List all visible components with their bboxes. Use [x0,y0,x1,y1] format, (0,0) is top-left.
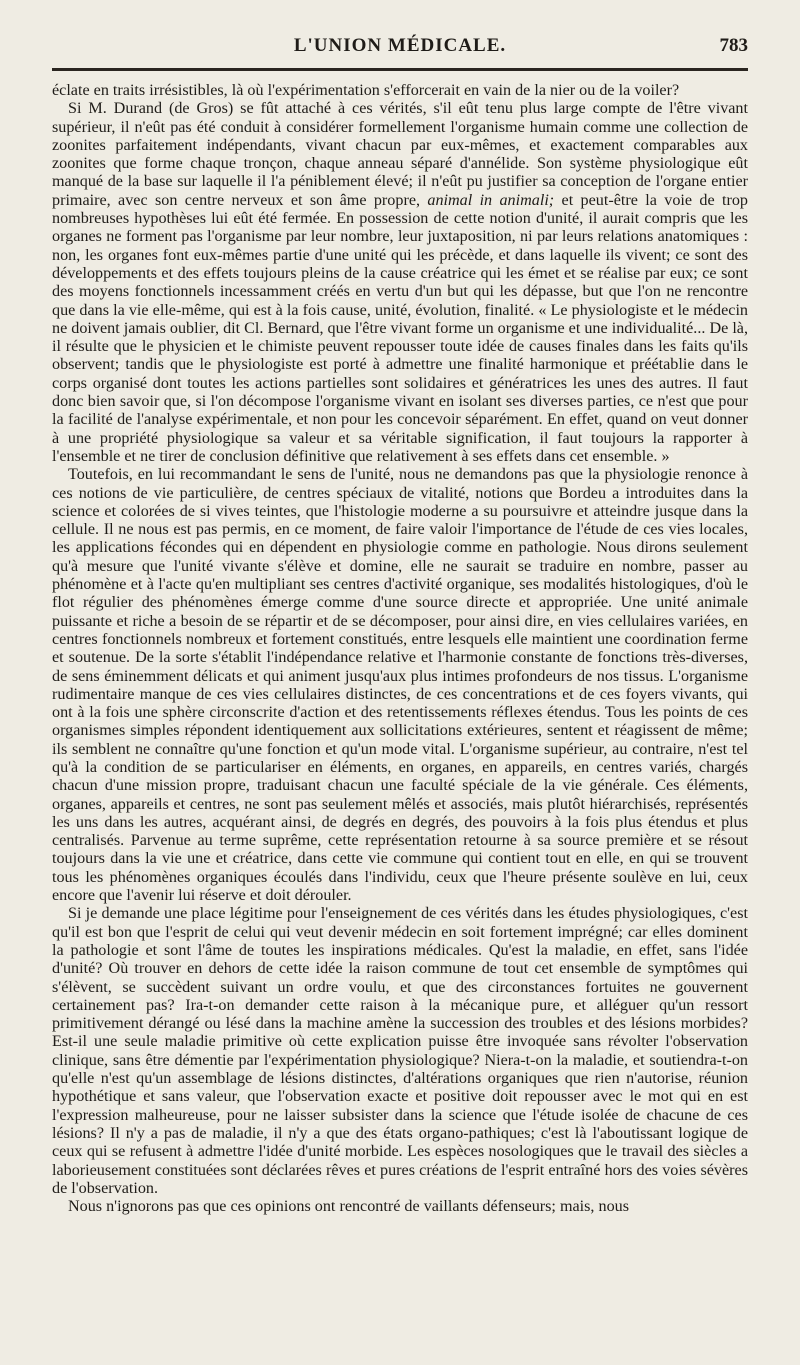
paragraph [52,466,748,905]
paragraph-text: Si je demande une place légitime pour l'enseignement de ces vérités dans les études physiologiques, c'est qu'il est bon que l'esprit de celui qui veut devenir médecin en soit fortement imprégné; car elles dominent la pathologie et sont l'âme de toutes les inspirations médicales. Qu'est la maladie, en effet, sans l'idée d'unité? Où trouver en dehors de cette idée la raison commune de tout cet ensemble de symptômes qui s'élèvent, se succèdent suivant un ordre voulu, et que des circonstances fortuites ne gouvernent certainement pas? Ira-t-on demander cette raison à la mécanique pure, et alléguer qu'un ressort primitivement dérangé ou lésé dans la machine amène la succession des troubles et des lésions morbides? Est-il une seule maladie primitive où cette explication puisse être invoquée sans révolter l'observation clinique, sans être démentie par l'expérimentation physiologique? Niera-t-on la maladie, et soutiendra-t-on qu'elle n'est qu'un assemblage de lésions distinctes, d'altérations organiques que rien n'autorise, réunion hypothétique et sans valeur, que l'observation exacte et positive doit repousser avec le mot qui en est l'expression malheureuse, pour ne laisser subsister dans la science que l'étude isolée de chacune de ces lésions? Il n'y a pas de maladie, il n'y a que des états organo-pathiques; c'est là l'aboutissant logique de ceux qui se refusent à admettre l'idée d'unité morbide. Les espèces nosologiques que le travail des siècles a laborieusement constituées sont déclarées rêves et pures créations de l'esprit entraîné hors des voies sévères de l'observation. [52,905,748,1197]
running-title: L'UNION MÉDICALE. [293,35,507,56]
paragraph-text: Si M. Durand (de Gros) se fût attaché à ces vérités, s'il eût tenu plus large compte de l'être vivant supérieur, il n'eût pas été conduit à considérer formellement l'organisme humain comme une collection de zoonites parfaitement indépendants, vivant chacun par eux-mêmes, et exactement comparables aux zoonites que forme chaque tronçon, chaque anneau séparé d'annélide. Son système physiologique eût manqué de la base sur laquelle il l'a péniblement élevé; il n'eût pu justifier sa conception de l'organe entier primaire, avec son centre nerveux et son âme propre, [52,100,748,209]
body-text [52,82,748,1343]
paragraph-text: éclate en traits irrésistibles, là où l'expérimentation s'efforcerait en vain de la nier ou de la voiler? [52,82,680,99]
page-number: 783 [719,35,748,56]
paragraph [52,1198,748,1216]
paragraph [52,82,748,100]
paragraph [52,100,748,466]
italic-phrase: animal in animali; [427,191,555,209]
paragraph-text: et peut-être la voie de trop nombreuses hypothèses lui eût été fermée. En possession de cette notion d'unité, il aurait compris que les organes ne forment pas l'organisme par leur nombre, leur juxtaposition, ni par leurs relations anatomiques : non, les organes font eux-mêmes partie d'une unité qui les précède, et dans laquelle ils vivent; ce sont des développements et des effets toujours pleins de la cause créatrice qui les émet et se réalise par eux; ce sont des moyens fonctionnels incessamment créés en vertu d'un but qui les dépasse, but que l'on ne rencontre que dans la vie elle-même, qui est à la fois cause, unité, évolution, finalité. « Le physiologiste et le médecin ne doivent jamais oublier, dit Cl. Bernard, que l'être vivant forme un organisme et une individualité... De là, il résulte que le physicien et le chimiste peuvent repousser toute idée de causes finales dans les faits qu'ils observent; tandis que le physiologiste est porté à admettre une finalité harmonique et préétablie dans le corps organisé dont toutes les actions partielles sont solidaires et génératrices les unes des autres. Il faut donc bien savoir que, si l'on décompose l'organisme vivant en isolant ses diverses parties, ce n'est que pour la facilité de l'analyse expérimentale, et non pour les concevoir séparément. En effet, quand on veut donner à une propriété physiologique sa valeur et sa véritable signification, il faut toujours la rapporter à l'ensemble et ne tirer de conclusion définitive que relativement à ses effets dans cet ensemble. » [52,191,748,465]
paragraph-text: Toutefois, en lui recommandant le sens de l'unité, nous ne demandons pas que la physiologie renonce à ces notions de vie particulière, de centres spéciaux de vitalité, notions que Bordeu a introduites dans la science et colorées de si vives teintes, que l'histologie moderne a su poursuivre et atteindre jusque dans la cellule. Il ne nous est pas permis, en ce moment, de faire valoir l'importance de l'étude de ces vies locales, les applications fécondes qui en dépendent en physiologie comme en pathologie. Nous dirons seulement qu'à mesure que l'unité vivante s'élève et domine, elle ne saurait se traduire en nombre, passer au phénomène et à l'acte qu'en multipliant ses centres d'activité organique, ses modalités histologiques, d'où le flot régulier des phénomènes émerge comme d'une source directe et appropriée. Une unité animale puissante et riche a besoin de se répartir et de se décomposer, pour ainsi dire, en vies cellulaires variées, en centres fonctionnels nombreux et fortement constitués, entre lesquels elle maintient une coordination ferme et soutenue. De la sorte s'établit l'indépendance relative et l'harmonie constante de fonctions très-diverses, de sens éminemment délicats et qui animent jusqu'aux plus intimes profondeurs de nos tissus. L'organisme rudimentaire manque de ces vies cellulaires distinctes, de ces concentrations et de ces foyers vivants, qui ont à la fois une sphère circonscrite d'action et des retentissements réflexes étendus. Tous les points de ces organismes simples répondent identiquement aux sollicitations extérieures, sentent et réagissent de même; ils semblent ne connaître qu'une fonction et qu'un mode vital. L'organisme supérieur, au contraire, n'est tel qu'à la condition de se particulariser en éléments, en organes, en appareils, en centres variés, chargés chacun d'une mission propre, traduisant chacun une faculté spéciale de la vie générale. Ces éléments, organes, appareils et centres, ne sont pas seulement mêlés et associés, mais plutôt hiérarchisés, représentés les uns dans les autres, acquérant ainsi, de degrés en degrés, des pouvoirs à la fois plus étendus et plus centralisés. Parvenue au terme suprême, cette représentation retourne à sa source première et se résout toujours dans la vie une et créatrice, dans cette vie commune qui contient tout en elle, en qui se trouvent tous les phénomènes organiques écoulés dans l'individu, ceux que l'heure présente soulève en lui, ceux encore que l'avenir lui réserve et doit dérouler. [52,466,748,905]
header-rule [52,68,748,71]
paragraph [52,905,748,1198]
running-header [52,33,748,61]
paragraph-text: Nous n'ignorons pas que ces opinions ont rencontré de vaillants défenseurs; mais, nous [68,1198,629,1216]
